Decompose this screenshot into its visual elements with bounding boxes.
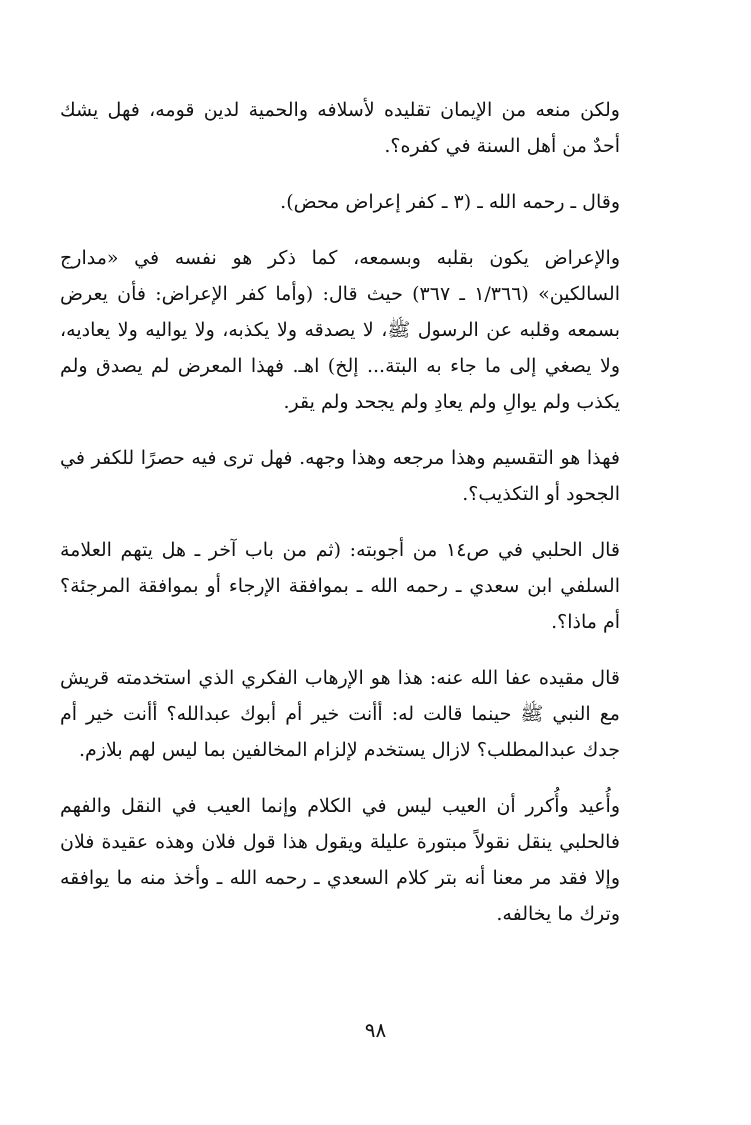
paragraph-2: وقال ـ رحمه الله ـ (٣ ـ كفر إعراض محض). [280,191,620,213]
page-number: ٩٨ [364,1018,387,1042]
paragraph-5: قال الحلبي في ص١٤ من أجوبته: (ثم من باب آخر ـ هل يتهم العلامة السلفي ابن سعدي ـ رحمه الله ـ بموافقة الإرجاء أو بموافقة المرجئة؟ أم ماذا؟. [60,539,620,633]
paragraph-1: ولكن منعه من الإيمان تقليده لأسلافه والحمية لدين قومه، فهل يشك أحدٌ من أهل السنة في كفره؟. [60,99,620,157]
paragraph-3: والإعراض يكون بقلبه وبسمعه، كما ذكر هو نفسه في «مدارج السالكين» (١/٣٦٦ ـ ٣٦٧) حيث قال: (وأما كفر الإعراض: فأن يعرض بسمعه وقلبه عن الرسول ﷺ، لا يصدقه ولا يكذبه، ولا يواليه ولا يعاديه، ولا يصغي إلى ما جاء به البتة... إلخ) اهـ. فهذا المعرض لم يصدق ولم يكذب ولم يوالِ ولم يعادِ ولم يجحد ولم يقر. [60,247,620,413]
paragraph-6: قال مقيده عفا الله عنه: هذا هو الإرهاب الفكري الذي استخدمته قريش مع النبي ﷺ حينما قالت له: أأنت خير أم أبوك عبدالله؟ أأنت خير أم جدك عبدالمطلب؟ لازال يستخدم لإلزام المخالفين بما ليس لهم بلازم. [60,667,620,761]
paragraph-7: وأُعيد وأُكرر أن العيب ليس في الكلام وإنما العيب في النقل والفهم فالحلبي ينقل نقولاً مبتورة عليلة ويقول هذا قول فلان وهذه عقيدة فلان وإلا فقد مر معنا أنه بتر كلام السعدي ـ رحمه الله ـ وأخذ منه ما يوافقه وترك ما يخالفه. [60,795,620,925]
paragraph-4: فهذا هو التقسيم وهذا مرجعه وهذا وجهه. فهل ترى فيه حصرًا للكفر في الجحود أو التكذيب؟. [60,447,620,505]
body-text [60,92,620,932]
